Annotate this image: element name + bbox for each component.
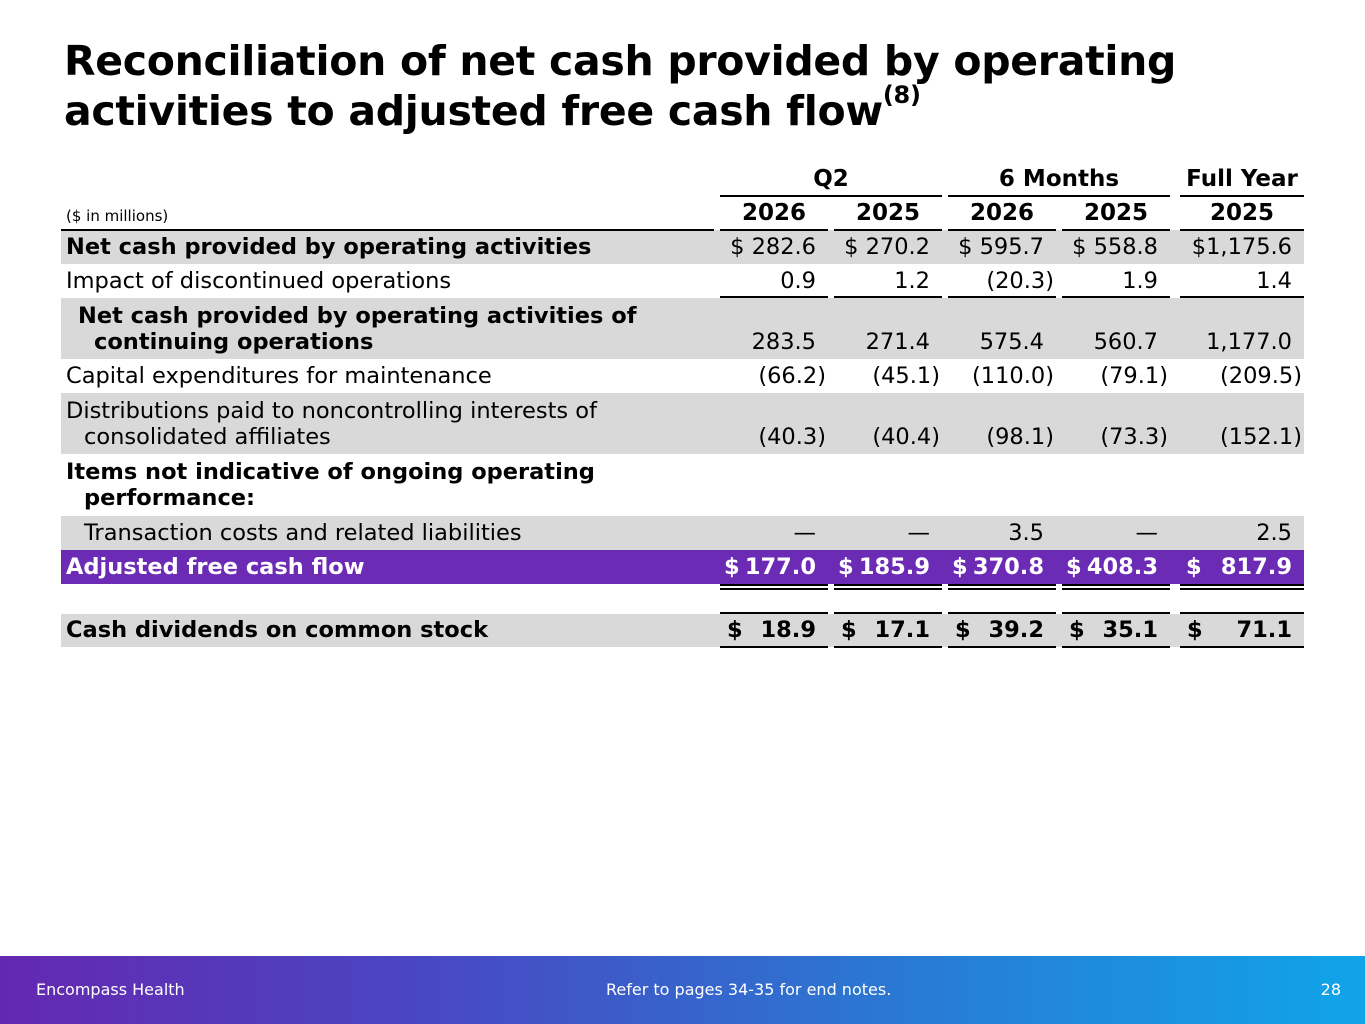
cell	[1069, 617, 1158, 644]
row-label-distributions-l2: consolidated affiliates	[84, 424, 331, 450]
dollar-sign: $	[1186, 554, 1202, 580]
double-rule-c3a	[948, 584, 1056, 586]
value: 2.5	[1256, 520, 1292, 546]
subtotal-rule-c5	[1180, 296, 1304, 298]
cell	[1180, 363, 1302, 390]
dividends-bottom-rule-c4	[1062, 646, 1170, 648]
cell	[948, 234, 1044, 261]
year-fy-2025: 2025	[1209, 200, 1274, 226]
cell	[720, 329, 816, 356]
dividends-top-rule-c4	[1062, 612, 1170, 614]
row-label-adjusted-fcf: Adjusted free cash flow	[66, 554, 365, 580]
year-6m-2026: 2026	[969, 200, 1034, 226]
row-label-continuing-l2: continuing operations	[94, 329, 374, 355]
cell	[1062, 363, 1168, 390]
subtotal-rule-c2	[834, 296, 942, 298]
double-rule-c5b	[1180, 588, 1304, 590]
year-q2-2025: 2025	[855, 200, 920, 226]
dividends-bottom-rule-c2	[834, 646, 942, 648]
page-number: 28	[1320, 980, 1341, 999]
cell	[834, 329, 930, 356]
header-bottom-rule-c1	[720, 229, 828, 231]
row-label-items-not-indicative-l1: Items not indicative of ongoing operating	[66, 459, 595, 485]
value: (152.1)	[1220, 424, 1302, 450]
header-6-months: 6 Months	[998, 166, 1120, 192]
cell	[834, 424, 940, 451]
cell	[948, 363, 1054, 390]
cell	[1180, 424, 1302, 451]
cell	[1062, 329, 1158, 356]
cell	[720, 268, 816, 295]
units-label: ($ in millions)	[66, 207, 169, 225]
cell	[834, 520, 930, 547]
cell	[720, 424, 826, 451]
header-bottom-rule-c4	[1062, 229, 1170, 231]
value: 1.4	[1256, 268, 1292, 294]
cell	[834, 268, 930, 295]
value: $ 558.8	[1072, 234, 1158, 260]
cell	[1062, 234, 1158, 261]
double-rule-c4b	[1062, 588, 1170, 590]
value: (40.4)	[872, 424, 940, 450]
header-bottom-rule-c5	[1180, 229, 1304, 231]
dividends-top-rule-c1	[720, 612, 828, 614]
dividends-bottom-rule-c5	[1180, 646, 1304, 648]
dividends-top-rule-c5	[1180, 612, 1304, 614]
title-text: Reconciliation of net cash provided by operating activities to adjusted free cash flow	[64, 37, 1177, 135]
value: (66.2)	[758, 363, 826, 389]
dollar-sign: $	[724, 554, 740, 580]
cell	[948, 424, 1054, 451]
cell	[834, 363, 940, 390]
year-6m-2025: 2025	[1083, 200, 1148, 226]
title-note-ref: (8)	[882, 81, 921, 109]
cell	[948, 268, 1054, 295]
value: 271.4	[865, 329, 930, 355]
cell	[1186, 554, 1292, 581]
value: (73.3)	[1100, 424, 1168, 450]
dollar-sign: $	[727, 617, 743, 643]
cell	[1062, 268, 1158, 295]
dollar-sign: $	[841, 617, 857, 643]
value: 1.9	[1122, 268, 1158, 294]
dividends-bottom-rule-c1	[720, 646, 828, 648]
cell	[1180, 520, 1292, 547]
cell	[955, 617, 1044, 644]
cell	[720, 520, 816, 547]
row-label-dividends: Cash dividends on common stock	[66, 617, 489, 643]
row-label-capex: Capital expenditures for maintenance	[66, 363, 492, 389]
header-rule-6-months	[948, 195, 1170, 197]
header-bottom-rule-label	[61, 229, 714, 231]
value: 575.4	[979, 329, 1044, 355]
cell	[1180, 329, 1292, 356]
header-full-year: Full Year	[1186, 166, 1298, 192]
cell	[1062, 424, 1168, 451]
subtotal-rule-c4	[1062, 296, 1170, 298]
header-q2: Q2	[813, 166, 849, 192]
row-label-discontinued: Impact of discontinued operations	[66, 268, 452, 294]
value: 18.9	[760, 617, 816, 643]
double-rule-c2a	[834, 584, 942, 586]
cell	[834, 234, 930, 261]
dividends-top-rule-c2	[834, 612, 942, 614]
value: 1.2	[894, 268, 930, 294]
value: (209.5)	[1220, 363, 1302, 389]
header-bottom-rule-c3	[948, 229, 1056, 231]
value: —	[793, 520, 816, 546]
dollar-sign: $	[1066, 554, 1082, 580]
value: 560.7	[1093, 329, 1158, 355]
value: 0.9	[780, 268, 816, 294]
double-rule-c1b	[720, 588, 828, 590]
value: 817.9	[1220, 554, 1292, 580]
value: (20.3)	[986, 268, 1054, 294]
cell	[841, 617, 930, 644]
row-label-items-not-indicative-l2: performance:	[84, 485, 256, 511]
header-bottom-rule-c2	[834, 229, 942, 231]
value: (98.1)	[986, 424, 1054, 450]
cell	[838, 554, 930, 581]
value: 71.1	[1236, 617, 1292, 643]
header-rule-full-year	[1180, 195, 1304, 197]
cell	[948, 329, 1044, 356]
value: (79.1)	[1100, 363, 1168, 389]
row-label-distributions-l1: Distributions paid to noncontrolling interests of	[66, 398, 597, 424]
footer-company: Encompass Health	[36, 980, 185, 999]
value: 35.1	[1102, 617, 1158, 643]
dollar-sign: $	[1187, 617, 1203, 643]
dividends-top-rule-c3	[948, 612, 1056, 614]
cell	[1066, 554, 1158, 581]
value: (110.0)	[972, 363, 1054, 389]
cell	[720, 234, 816, 261]
cell	[1180, 268, 1292, 295]
subtotal-rule-c1	[720, 296, 828, 298]
value: $1,175.6	[1191, 234, 1292, 260]
value: 177.0	[744, 554, 816, 580]
cell	[952, 554, 1044, 581]
row-label-net-cash: Net cash provided by operating activities	[66, 234, 592, 260]
dollar-sign: $	[952, 554, 968, 580]
cell	[720, 363, 826, 390]
value: $ 595.7	[958, 234, 1044, 260]
footer-bar	[0, 956, 1365, 1024]
year-q2-2026: 2026	[741, 200, 806, 226]
value: 39.2	[988, 617, 1044, 643]
cell	[724, 554, 816, 581]
subtotal-rule-c3	[948, 296, 1056, 298]
row-label-transaction-costs: Transaction costs and related liabilities	[84, 520, 522, 546]
value: 408.3	[1086, 554, 1158, 580]
footer-end-notes: Refer to pages 34-35 for end notes.	[606, 980, 892, 999]
double-rule-c5a	[1180, 584, 1304, 586]
value: 17.1	[874, 617, 930, 643]
value: 3.5	[1008, 520, 1044, 546]
dividends-bottom-rule-c3	[948, 646, 1056, 648]
value: —	[1135, 520, 1158, 546]
double-rule-c3b	[948, 588, 1056, 590]
value: —	[907, 520, 930, 546]
double-rule-c1a	[720, 584, 828, 586]
cell	[1187, 617, 1292, 644]
double-rule-c2b	[834, 588, 942, 590]
dollar-sign: $	[1069, 617, 1085, 643]
double-rule-c4a	[1062, 584, 1170, 586]
cell	[1062, 520, 1158, 547]
header-rule-q2	[720, 195, 942, 197]
dollar-sign: $	[838, 554, 854, 580]
value: $ 282.6	[730, 234, 816, 260]
value: 1,177.0	[1206, 329, 1292, 355]
cell	[948, 520, 1044, 547]
cell	[727, 617, 816, 644]
value: (40.3)	[758, 424, 826, 450]
cell	[1180, 234, 1292, 261]
value: (45.1)	[872, 363, 940, 389]
row-label-continuing-l1: Net cash provided by operating activities of	[78, 303, 637, 329]
value: 283.5	[751, 329, 816, 355]
value: $ 270.2	[844, 234, 930, 260]
dollar-sign: $	[955, 617, 971, 643]
value: 370.8	[972, 554, 1044, 580]
value: 185.9	[858, 554, 930, 580]
